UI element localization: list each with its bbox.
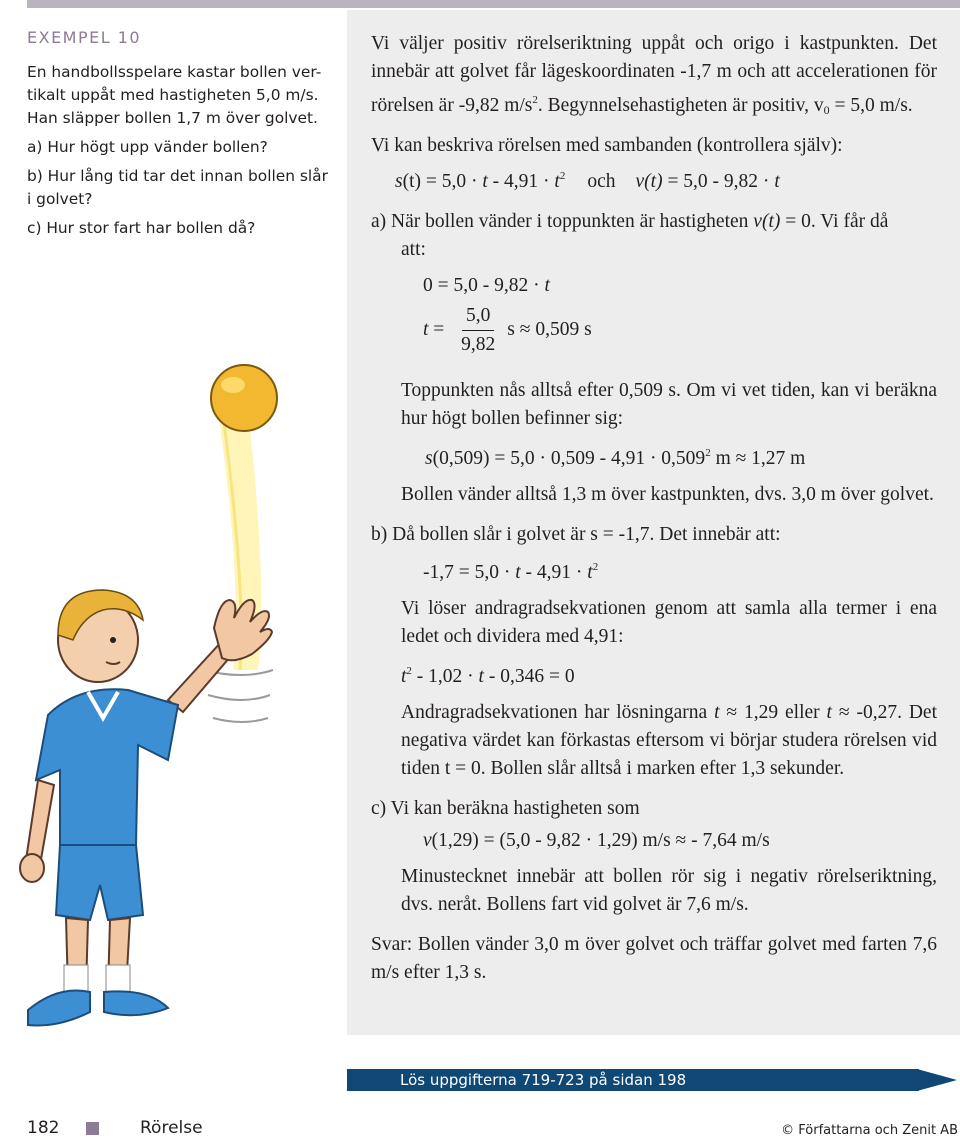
question-c: c) Hur stor fart har bollen då? [27, 219, 256, 237]
page-number: 182 [27, 1118, 60, 1138]
question-a: a) Hur högt upp vänder bollen? [27, 138, 268, 156]
banner-text: Lös uppgifterna 719-723 på sidan 198 [400, 1071, 687, 1089]
ball [211, 365, 277, 431]
footer-square-icon [86, 1122, 99, 1135]
example-box [27, 28, 332, 240]
example-label: EXEMPEL 10 [27, 28, 142, 47]
relations-equation: $s(t) = 5,0 \cdot t - 4,91 \cdot t^2$ och v(t) = 5,0 - 9,82 · t [395, 170, 780, 192]
relations-intro: Vi kan beskriva rörelsen med sambanden (kontrollera själv): [371, 135, 843, 156]
equation-b1: $-1,7 = 5,0 \cdot t - 4,91 \cdot t^2$ [423, 561, 599, 583]
solution-content [371, 30, 937, 987]
question-b-line: b) Hur lång tid tar det innan bollen slår [27, 167, 328, 185]
part-c-paragraph-1: Minustecknet innebär att bollen rör sig i negativ rörelseriktning, dvs. neråt. Bollens fart vid golvet är 7,6 m/s. [401, 866, 937, 915]
answer: Svar: Bollen vänder 3,0 m över golvet och träffar golvet med farten 7,6 m/s efter 1,3 s. [371, 934, 937, 983]
hand [214, 600, 272, 660]
equation-a1: 0 = 5,0 - 9,82 · t [423, 275, 550, 296]
part-a-paragraph-2: Bollen vänder alltså 1,3 m över kastpunkten, dvs. 3,0 m över golvet. [401, 484, 934, 505]
solution-box [347, 10, 960, 1035]
part-b-text: b) Då bollen slår i golvet är s = -1,7. Det innebär att: [371, 524, 781, 545]
copyright: © Författarna och Zenit AB [781, 1123, 958, 1138]
top-rule [27, 0, 960, 8]
equation-b2: $t^2 - 1,02 \cdot t - 0,346 = 0$ [401, 665, 575, 687]
shorts [56, 845, 143, 920]
part-b-paragraph-2: Andragradsekvationen har lösningarna t ≈ 1,29 eller t ≈ -0,27. Det negativa värdet kan förkastas eftersom vi börjar studera rörelsen vid tiden t = 0. Bollen slår alltså i marken efter 1,3 sekunder. [401, 702, 937, 779]
intro-line: Han släpper bollen 1,7 m över golvet. [27, 109, 318, 127]
socks [64, 965, 88, 993]
intro-line: tikalt uppåt med hastigheten 5,0 m/s. [27, 86, 319, 104]
lowered-arm [26, 780, 54, 865]
question-b [27, 165, 332, 211]
banner-arrow-icon [917, 1069, 957, 1091]
part-a-att: att: [401, 239, 426, 260]
intro-line: En handbollsspelare kastar bollen ver- [27, 63, 322, 81]
handball-player-illustration [18, 340, 318, 1040]
equation-a2: t = $\frac{5,0}{9,82}$ s ≈ 0,509 s [371, 302, 937, 359]
equation-a3: $s(0,509) = 5,0 \cdot 0,509 - 4,91 \cdot 0,509^2$ m ≈ 1,27 m [425, 447, 806, 469]
part-c-text: c) Vi kan beräkna hastigheten som [371, 798, 640, 819]
shoes [28, 990, 90, 1025]
solution-intro: Vi väljer positiv rörelseriktning uppåt och origo i kastpunkten. Det innebär att golvet får lägeskoordinaten -1,7 m och att accelerationen för rörelsen är -9,82 $m/s^2$. Begynnelsehastigheten är positiv, $v_0 = 5,0$ m/s. [371, 33, 937, 117]
section-title: Rörelse [140, 1118, 203, 1138]
question-b-line: i golvet? [27, 190, 93, 208]
part-a-text: a) När bollen vänder i toppunkten är hastigheten v(t) = 0. Vi får då [371, 211, 889, 232]
part-b-paragraph-1: Vi löser andragradsekvationen genom att samla alla termer i ena ledet och dividera med 4,91: [401, 598, 937, 647]
equation-c1: v(1,29) = (5,0 - 9,82 · 1,29) m/s ≈ - 7,64 m/s [423, 830, 770, 851]
exercise-banner [347, 1069, 957, 1091]
example-intro [27, 61, 332, 130]
fraction: $\frac{5,0}{9,82}$ [457, 302, 499, 359]
part-a-paragraph-1: Toppunkten nås alltså efter 0,509 s. Om vi vet tiden, kan vi beräkna hur högt bollen befinner sig: [401, 380, 937, 429]
